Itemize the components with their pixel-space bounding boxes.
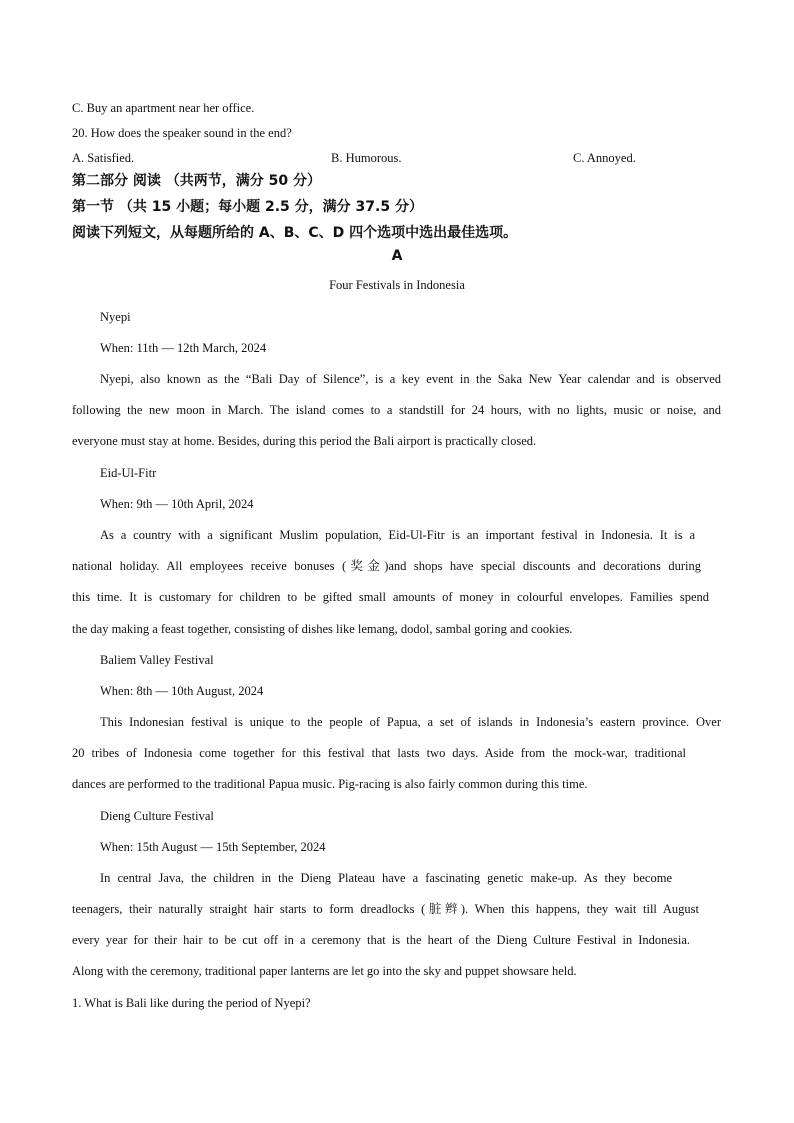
paragraph-line: Nyepi, also known as the “Bali Day of Silence”, is a key event in the Saka New Year calendar and is observed <box>100 372 721 386</box>
part2-heading: 第二部分 阅读 （共两节，满分 50 分） <box>72 173 321 189</box>
festival-when-dieng: When: 15th August — 15th September, 2024 <box>100 840 326 854</box>
paragraph-line: In central Java, the children in the Dieng Plateau have a fascinating genetic make-up. As they become <box>100 871 672 885</box>
paragraph-line: 20 tribes of Indonesia come together for this festival that lasts two days. Aside from the mock-war, traditional <box>72 746 686 760</box>
question-1: 1. What is Bali like during the period of Nyepi? <box>72 996 311 1010</box>
q19-option-c: C. Buy an apartment near her office. <box>72 101 255 115</box>
paragraph-line: national holiday. All employees receive bonuses (奖金)and shops have special discounts and decorations during <box>72 559 701 573</box>
q20-option-c: C. Annoyed. <box>573 151 636 165</box>
instruction-heading: 阅读下列短文，从每题所给的 A、B、C、D 四个选项中选出最佳选项。 <box>72 225 518 241</box>
q20-options <box>72 150 672 166</box>
paragraph-line: Along with the ceremony, traditional paper lanterns are let go into the sky and puppet showsare held. <box>72 964 577 978</box>
paragraph-line: following the new moon in March. The island comes to a standstill for 24 hours, with no lights, music or noise, and <box>72 403 721 417</box>
festival-when-nyepi: When: 11th — 12th March, 2024 <box>100 341 267 355</box>
festival-name-eid: Eid-Ul-Fitr <box>100 466 157 480</box>
q20-question: 20. How does the speaker sound in the end? <box>72 126 292 140</box>
q20-option-b: B. Humorous. <box>331 151 402 165</box>
passage-title: Four Festivals in Indonesia <box>329 278 465 292</box>
section1-heading: 第一节 （共 15 小题；每小题 2.5 分，满分 37.5 分） <box>72 199 423 215</box>
passage-letter: A <box>391 248 403 264</box>
paragraph-line: As a country with a significant Muslim population, Eid-Ul-Fitr is an important festival in Indonesia. It is a <box>100 528 695 542</box>
paragraph-line: teenagers, their naturally straight hair starts to form dreadlocks (脏辫). When this happens, they wait till August <box>72 902 699 916</box>
paragraph-line: this time. It is customary for children to be gifted small amounts of money in colourful envelopes. Families spend <box>72 590 709 604</box>
paragraph-line: everyone must stay at home. Besides, during this period the Bali airport is practically closed. <box>72 434 537 448</box>
festival-when-eid: When: 9th — 10th April, 2024 <box>100 497 254 511</box>
paragraph-line: every year for their hair to be cut off in a ceremony that is the heart of the Dieng Culture Festival in Indonesia. <box>72 933 690 947</box>
festival-name-nyepi: Nyepi <box>100 310 131 324</box>
festival-name-dieng: Dieng Culture Festival <box>100 809 214 823</box>
festival-when-baliem: When: 8th — 10th August, 2024 <box>100 684 264 698</box>
paragraph-line: dances are performed to the traditional Papua music. Pig-racing is also fairly common during this time. <box>72 777 588 791</box>
paragraph-line: the day making a feast together, consisting of dishes like lemang, dodol, sambal goring and cookies. <box>72 622 573 636</box>
q20-option-a: A. Satisfied. <box>72 151 135 165</box>
festival-name-baliem: Baliem Valley Festival <box>100 653 214 667</box>
paragraph-line: This Indonesian festival is unique to the people of Papua, a set of islands in Indonesia’s eastern province. Over <box>100 715 721 729</box>
